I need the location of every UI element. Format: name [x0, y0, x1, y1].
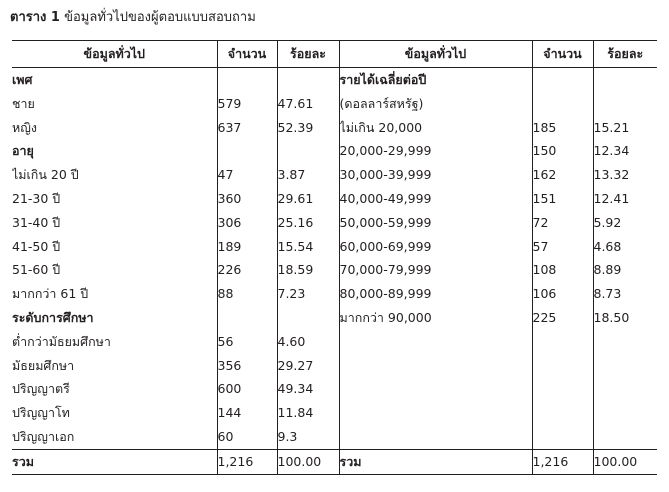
income-count: 150 — [532, 139, 593, 163]
table-row — [12, 235, 657, 259]
total-percent-right: 100.00 — [593, 449, 657, 474]
total-row — [12, 449, 657, 474]
row-label: ปริญญาเอก — [12, 428, 75, 444]
row-count: 189 — [217, 235, 277, 259]
total-label-left: รวม — [12, 449, 217, 474]
row-count: 56 — [217, 330, 277, 354]
row-percent: 29.27 — [277, 354, 339, 378]
table-row — [12, 116, 657, 140]
row-percent: 15.54 — [277, 235, 339, 259]
row-count: 579 — [217, 92, 277, 116]
income-count: 185 — [532, 116, 593, 140]
table-row — [12, 282, 657, 306]
row-count: 360 — [217, 187, 277, 211]
row-label: ต่ำกว่ามัธยมศึกษา — [12, 333, 111, 349]
row-count: 600 — [217, 377, 277, 401]
row-label: ปริญญาตรี — [12, 381, 70, 397]
income-label: 60,000-69,999 — [339, 235, 532, 259]
table-row — [12, 68, 657, 92]
income-label: 80,000-89,999 — [339, 282, 532, 306]
income-percent: 15.21 — [593, 116, 657, 140]
row-label: ปริญญาโท — [12, 405, 70, 421]
row-percent: 7.23 — [277, 282, 339, 306]
total-label-right: รวม — [339, 449, 532, 474]
row-count: 60 — [217, 425, 277, 449]
row-label: 41-50 ปี — [12, 238, 61, 254]
table-row — [12, 187, 657, 211]
row-percent: 4.60 — [277, 330, 339, 354]
table-row — [12, 425, 657, 449]
table-row — [12, 330, 657, 354]
header-count-left: จำนวน — [217, 41, 277, 68]
header-info-left: ข้อมูลทั่วไป — [12, 41, 217, 68]
table-row — [12, 377, 657, 401]
income-label: ไม่เกิน 20,000 — [339, 116, 532, 140]
income-count: 162 — [532, 163, 593, 187]
income-label: 30,000-39,999 — [339, 163, 532, 187]
row-count: 356 — [217, 354, 277, 378]
income-unit: (ดอลลาร์สหรัฐ) — [339, 92, 532, 116]
table-row — [12, 306, 657, 330]
row-label: ชาย — [12, 95, 35, 111]
income-percent: 18.50 — [593, 306, 657, 330]
income-percent: 12.41 — [593, 187, 657, 211]
row-percent: 29.61 — [277, 187, 339, 211]
table-row — [12, 139, 657, 163]
total-count-right: 1,216 — [532, 449, 593, 474]
table-title: ข้อมูลทั่วไปของผู้ตอบแบบสอบถาม — [64, 10, 256, 25]
row-percent: 47.61 — [277, 92, 339, 116]
row-count: 47 — [217, 163, 277, 187]
income-label: 20,000-29,999 — [339, 139, 532, 163]
table-row — [12, 354, 657, 378]
income-percent: 8.73 — [593, 282, 657, 306]
header-percent-right: ร้อยละ — [593, 41, 657, 68]
income-count: 108 — [532, 258, 593, 282]
row-percent: 49.34 — [277, 377, 339, 401]
header-row — [12, 41, 657, 68]
table-row — [12, 92, 657, 116]
income-percent: 8.89 — [593, 258, 657, 282]
row-count: 88 — [217, 282, 277, 306]
income-label: 40,000-49,999 — [339, 187, 532, 211]
header-count-right: จำนวน — [532, 41, 593, 68]
table-row — [12, 401, 657, 425]
row-count: 144 — [217, 401, 277, 425]
row-count: 226 — [217, 258, 277, 282]
row-label: หญิง — [12, 119, 37, 135]
income-percent: 4.68 — [593, 235, 657, 259]
income-percent: 12.34 — [593, 139, 657, 163]
row-label: 31-40 ปี — [12, 214, 61, 230]
category-age: อายุ — [12, 143, 34, 159]
income-percent: 5.92 — [593, 211, 657, 235]
row-label: 21-30 ปี — [12, 190, 61, 206]
income-count: 106 — [532, 282, 593, 306]
income-count: 57 — [532, 235, 593, 259]
category-gender: เพศ — [12, 72, 33, 87]
row-label: มัธยมศึกษา — [12, 357, 75, 373]
row-percent: 18.59 — [277, 258, 339, 282]
row-percent: 11.84 — [277, 401, 339, 425]
category-education: ระดับการศึกษา — [12, 309, 94, 325]
header-info-right: ข้อมูลทั่วไป — [339, 41, 532, 68]
row-count: 637 — [217, 116, 277, 140]
row-percent: 25.16 — [277, 211, 339, 235]
row-percent: 52.39 — [277, 116, 339, 140]
row-percent: 9.3 — [277, 425, 339, 449]
table-caption — [10, 6, 256, 27]
income-count: 72 — [532, 211, 593, 235]
row-count: 306 — [217, 211, 277, 235]
total-count-left: 1,216 — [217, 449, 277, 474]
row-percent: 3.87 — [277, 163, 339, 187]
total-percent-left: 100.00 — [277, 449, 339, 474]
table-number: ตาราง 1 — [10, 10, 60, 25]
table-row — [12, 258, 657, 282]
income-label: 70,000-79,999 — [339, 258, 532, 282]
income-count: 151 — [532, 187, 593, 211]
row-label: 51-60 ปี — [12, 262, 61, 278]
income-label: มากกว่า 90,000 — [339, 306, 532, 330]
income-count: 225 — [532, 306, 593, 330]
category-income: รายได้เฉลี่ยต่อปี — [339, 68, 532, 92]
table-row — [12, 211, 657, 235]
row-label: มากกว่า 61 ปี — [12, 286, 89, 302]
survey-table — [12, 40, 657, 475]
row-label: ไม่เกิน 20 ปี — [12, 167, 79, 183]
table-row — [12, 163, 657, 187]
income-percent: 13.32 — [593, 163, 657, 187]
header-percent-left: ร้อยละ — [277, 41, 339, 68]
income-label: 50,000-59,999 — [339, 211, 532, 235]
